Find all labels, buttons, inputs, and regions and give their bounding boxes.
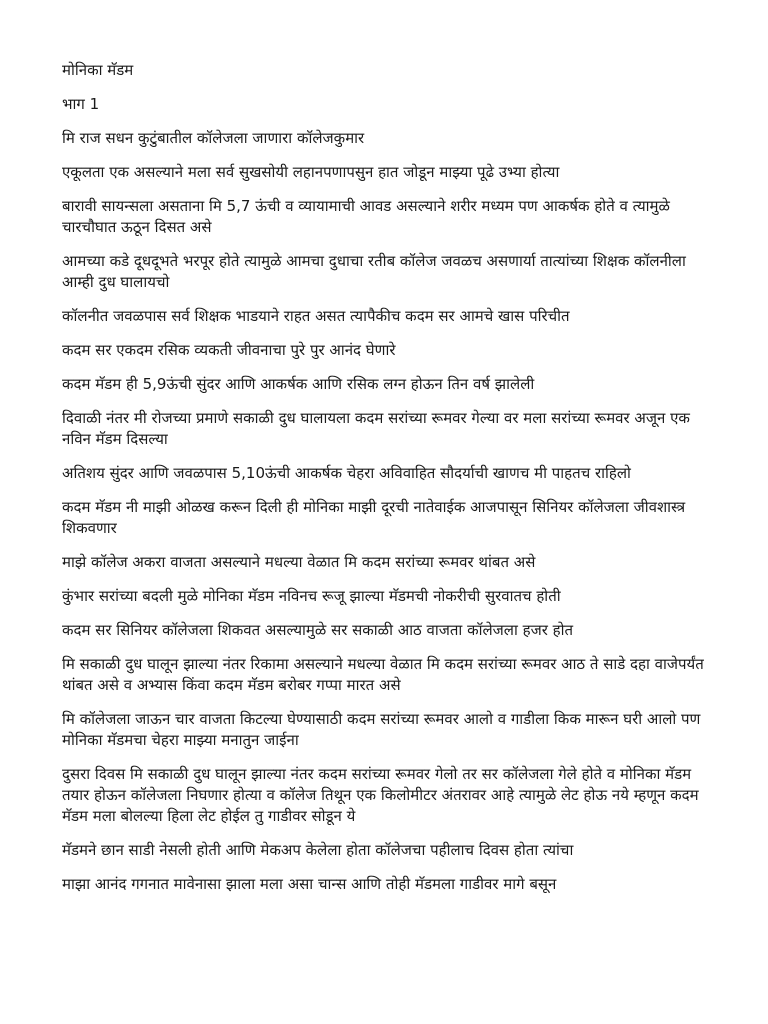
paragraph: बारावी सायन्सला असताना मि 5,7 ऊंची व व्यायामाची आवड असल्याने शरीर मध्यम पण आकर्षक होते व त्यामुळे चारचौघात ऊठून दिसत असे — [62, 197, 670, 236]
document-part-label: भाग 1 — [62, 95, 100, 113]
paragraph: मॅडमने छान साडी नेसली होती आणि मेकअप केलेला होता कॉलेजचा पहीलाच दिवस होता त्यांचा — [62, 841, 574, 859]
paragraph: अतिशय सुंदर आणि जवळपास 5,10ऊंची आकर्षक चेहरा अविवाहित सौदर्याची खाणच मी पाहतच राहिलो — [62, 464, 631, 482]
document-body — [62, 128, 712, 895]
paragraph: मि कॉलेजला जाऊन चार वाजता किटल्या घेण्यासाठी कदम सरांच्या रूमवर आलो व गाडीला किक मारून घरी आलो पण मोनिका मॅडमचा चेहरा माझ्या मनातुन जाईना — [62, 710, 701, 749]
paragraph: माझा आनंद गगनात मावेनासा झाला मला असा चान्स आणि तोही मॅडमला गाडीवर मागे बसून — [62, 875, 557, 893]
paragraph: कदम मॅडम ही 5,9ऊंची सुंदर आणि आकर्षक आणि रसिक लग्न होऊन तिन वर्ष झालेली — [62, 375, 535, 393]
document-page — [62, 60, 712, 908]
paragraph: कदम सर सिनियर कॉलेजला शिकवत असल्यामुळे सर सकाळी आठ वाजता कॉलेजला हजर होत — [62, 621, 574, 639]
paragraph: कदम मॅडम नी माझी ओळख करून दिली ही मोनिका माझी दूरची नातेवाईक आजपासून सिनियर कॉलेजला जीवशास्त्र शिकवणार — [62, 498, 686, 537]
document-title: मोनिका मॅडम — [62, 61, 134, 79]
paragraph: माझे कॉलेज अकरा वाजता असल्याने मधल्या वेळात मि कदम सरांच्या रूमवर थांबत असे — [62, 553, 536, 571]
paragraph: मि राज सधन कुटुंबातील कॉलेजला जाणारा कॉलेजकुमार — [62, 129, 365, 147]
paragraph: कॉलनीत जवळपास सर्व शिक्षक भाडयाने राहत असत त्यापैकीच कदम सर आमचे खास परिचीत — [62, 307, 570, 325]
paragraph: मि सकाळी दुध घालून झाल्या नंतर रिकामा असल्याने मधल्या वेळात मि कदम सरांच्या रूमवर आठ ते साडे दहा वाजेपर्यंत थांबत असे व अभ्यास किंवा कदम मॅडम बरोबर गप्पा मारत असे — [62, 655, 704, 694]
paragraph: कदम सर एकदम रसिक व्यकती जीवनाचा पुरे पुर आनंद घेणारे — [62, 341, 396, 359]
paragraph: दिवाळी नंतर मी रोजच्या प्रमाणे सकाळी दुध घालायला कदम सरांच्या रूमवर गेल्या वर मला सरांच्या रूमवर अजून एक नविन मॅडम दिसल्या — [62, 409, 690, 448]
paragraph: दुसरा दिवस मि सकाळी दुध घालून झाल्या नंतर कदम सरांच्या रूमवर गेलो तर सर कॉलेजला गेले होते व मोनिका मॅडम तयार होऊन कॉलेजला निघणार होत्या व कॉलेज तिथून एक किलोमीटर अंतरावर आहे त्यामुळे लेट होऊ नये म्हणून कदम मॅडम मला बोलल्या हिला लेट होईल तु गाडीवर सोडून ये — [62, 765, 699, 825]
paragraph: एकूलता एक असल्याने मला सर्व सुखसोयी लहानपणापसुन हात जोडून माझ्या पूढे उभ्या होत्या — [62, 163, 560, 181]
paragraph: आमच्या कडे दूधदूभते भरपूर होते त्यामुळे आमचा दुधाचा रतीब कॉलेज जवळच असणार्या तात्यांच्या शिक्षक कॉलनीला आम्ही दुध घालायचो — [62, 252, 686, 291]
paragraph: कुंभार सरांच्या बदली मुळे मोनिका मॅडम नविनच रूजू झाल्या मॅडमची नोकरीची सुरवातच होती — [62, 587, 561, 605]
